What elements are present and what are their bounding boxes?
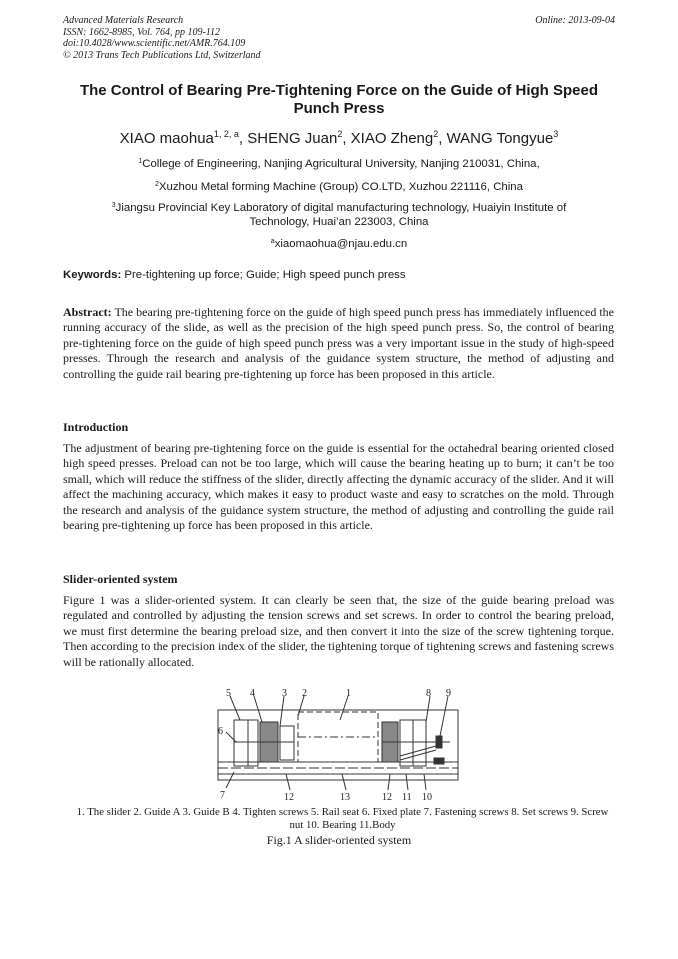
abstract xyxy=(63,305,614,382)
abstract-label: Abstract: xyxy=(63,305,112,319)
author-superscript: 3 xyxy=(553,129,559,139)
journal-issn: ISSN: 1662-8985, Vol. 764, pp 109-112 xyxy=(63,26,221,38)
keywords xyxy=(63,269,406,281)
figure-caption: Fig.1 A slider-oriented system xyxy=(266,833,412,847)
author-separator: , xyxy=(438,130,447,147)
keywords-text: Pre-tightening up force; Guide; High speed punch press xyxy=(124,269,406,281)
figure-label: 5 xyxy=(226,688,231,699)
figure-label: 10 xyxy=(422,792,432,803)
author-name: WANG Tongyue xyxy=(446,130,554,147)
figure-label: 2 xyxy=(302,688,307,699)
affiliation-3: $^3$Jiangsu Provincial Key Laboratory of digital manufacturing technology, Huaiyin Institute of Technology, Huai’an 223003, China xyxy=(111,202,567,228)
section-heading-introduction: Introduction xyxy=(63,420,129,434)
author-list xyxy=(40,129,638,147)
paper-title: The Control of Bearing Pre-Tightening Force on the Guide of High Speed Punch Press xyxy=(79,82,599,117)
author-name: XIAO Zheng xyxy=(350,130,434,147)
figure-label: 13 xyxy=(340,792,350,803)
author-email: $^a$xiaomaohua@njau.edu.cn xyxy=(270,238,408,250)
figure-label: 8 xyxy=(426,688,431,699)
figure-label: 3 xyxy=(282,688,287,699)
author-separator: , xyxy=(238,130,248,147)
journal-doi: doi:10.4028/www.scientific.net/AMR.764.109 xyxy=(63,38,246,49)
slider-system-figure xyxy=(210,686,470,804)
journal-name: Advanced Materials Research xyxy=(63,15,184,26)
author-superscript: 2 xyxy=(433,129,439,139)
introduction-text: The adjustment of bearing pre-tightening force on the guide is essential for the octahedral bearing oriented closed high speed presses. Preload can not be too large, which will cause the bearing heating up to burn; it can’t be too small, which will reduce the stiffness of the slider, directly affecting the dynamic accuracy of the slider. And it will affect the machining accuracy, which makes it easy to product waste and easy to scratches on the mold. Through the research and analysis of the guidance system structure, the method of adjusting and controlling the guide rail bearing pre-tightening up force has been proposed in this article. xyxy=(63,441,614,533)
affiliation-2: $^2$Xuzhou Metal forming Machine (Group) CO.LTD, Xuzhou 221116, China xyxy=(155,181,523,193)
figure-label: 1 xyxy=(346,688,351,699)
guide-b-left xyxy=(280,726,294,760)
figure-label: 6 xyxy=(218,726,223,737)
figure-label: 7 xyxy=(220,790,225,801)
slider-system-text: Figure 1 was a slider-oriented system. It can clearly be seen that, the size of the guide bearing preload was regulated and controlled by adjusting the tension screws and set screws. In order to control the bearing preload, we must first determine the bearing preload size, and then convert it into the size of the screw tightening torque. Then according to the precision index of the slider, the tightening torque of tightening screws and fastening screws will be rationally allocated. xyxy=(63,593,614,669)
figure-label: 9 xyxy=(446,688,451,699)
author-separator: , xyxy=(342,130,351,147)
author-name: SHENG Juan xyxy=(247,130,338,147)
author-name: XIAO maohua xyxy=(119,130,214,147)
author-superscript: 2 xyxy=(337,129,343,139)
journal-copyright: © 2013 Trans Tech Publications Ltd, Switzerland xyxy=(63,49,261,61)
journal-header xyxy=(63,15,261,61)
online-date: Online: 2013-09-04 xyxy=(535,15,615,26)
abstract-text: The bearing pre-tightening force on the guide of high speed punch press has immediately influenced the running accuracy of the slide, as well as the precision of the high speed punch press. So, the control of bearing pre-tightening force on the guide of high speed punch press was a very important issue in the study of high-speed presses. Through the research and analysis of the guidance system structure, the method of adjusting and controlling the guide rail bearing pre-tightening up force has been proposed in this article. xyxy=(63,305,614,381)
figure-label: 4 xyxy=(250,688,255,699)
author-superscript: 1, 2, a xyxy=(213,129,239,139)
figure-legend: 1. The slider 2. Guide A 3. Guide B 4. Tighten screws 5. Rail seat 6. Fixed plate 7. Fastening screws 8. Set screws 9. Screw nut 10. Bearing 11.Body xyxy=(76,806,609,831)
figure-label: 12 xyxy=(284,792,294,803)
rail-seat-left xyxy=(234,720,258,766)
figure-label: 12 xyxy=(382,792,392,803)
affiliation-1: $^1$College of Engineering, Nanjing Agricultural University, Nanjing 210031, China, xyxy=(138,158,540,170)
keywords-label: Keywords: xyxy=(63,269,122,281)
section-heading-slider-system: Slider-oriented system xyxy=(63,572,178,586)
figure-label: 11 xyxy=(402,792,412,803)
